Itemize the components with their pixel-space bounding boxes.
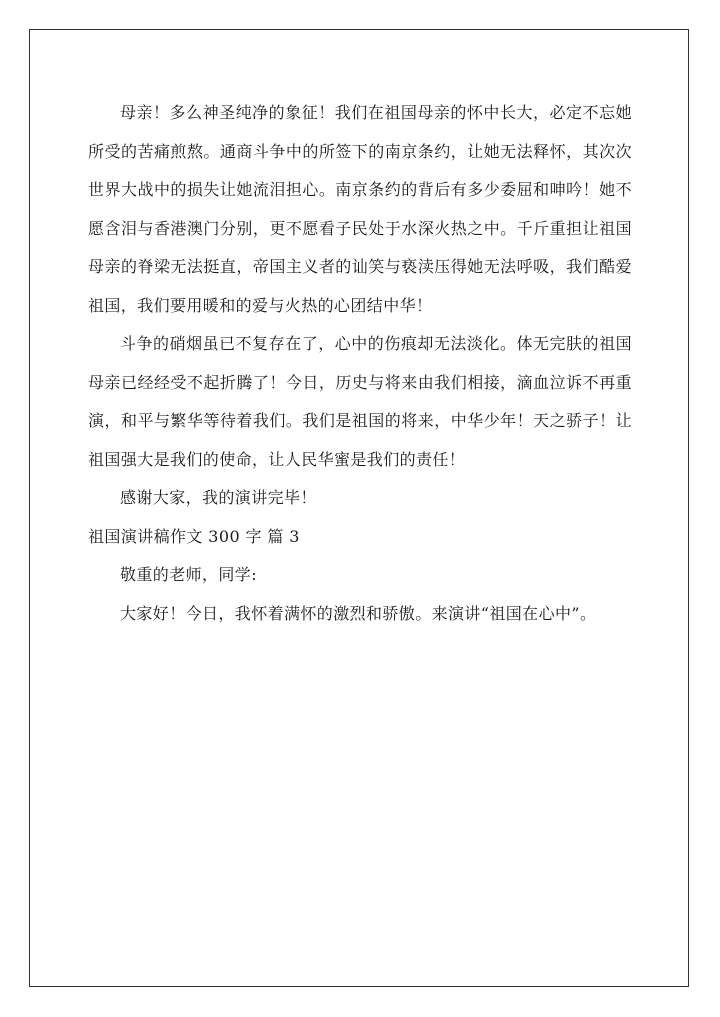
paragraph-struggle-smoke: 斗争的硝烟虽已不复存在了，心中的伤痕却无法淡化。体无完肤的祖国母亲已经经受不起折腾了！今日，历史与将来由我们相接，滴血泣诉不再重演，和平与繁华等待着我们。我们是祖国的将来，中华少年！天之骄子！让祖国强大是我们的使命，让人民华蜜是我们的责任！ (88, 334, 632, 469)
document-body (88, 94, 632, 633)
section-heading: 祖国演讲稿作文 300 字 篇 3 (88, 526, 300, 546)
paragraph-greeting: 大家好！今日，我怀着满怀的激烈和骄傲。来演讲“祖国在心中”。 (120, 603, 597, 623)
paragraph-mother-symbol: 母亲！多么神圣纯净的象征！我们在祖国母亲的怀中长大，必定不忘她所受的苦痛煎熬。通商斗争中的所签下的南京条约，让她无法释怀，其次次世界大战中的损失让她流泪担心。南京条约的背后有多少委屈和呻吟！她不愿含泪与香港澳门分别，更不愿看子民处于水深火热之中。千斤重担让祖国母亲的脊梁无法挺直，帝国主义者的讪笑与亵渎压得她无法呼吸，我们酷爱祖国，我们要用暖和的爱与火热的心团结中华！ (88, 103, 632, 315)
paragraph-salutation: 敬重的老师，同学: (120, 565, 257, 584)
paragraph-thanks: 感谢大家，我的演讲完毕！ (120, 488, 317, 507)
